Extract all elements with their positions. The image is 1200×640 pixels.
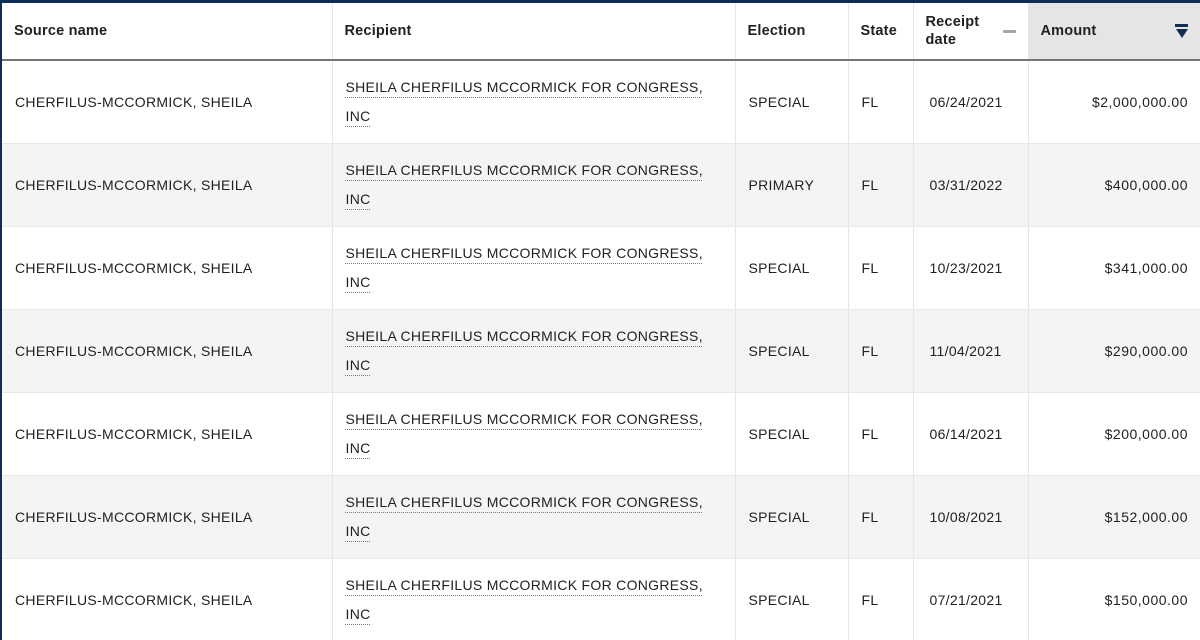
state-cell: FL xyxy=(848,143,913,226)
recipient-cell xyxy=(332,60,735,143)
table-row xyxy=(2,60,1200,143)
col-header-label: Recipient xyxy=(344,23,412,39)
amount-cell: $2,000,000.00 xyxy=(1028,60,1200,143)
table-row xyxy=(2,475,1200,558)
col-header-receipt-date[interactable] xyxy=(913,3,1028,60)
table-row xyxy=(2,309,1200,392)
receipts-table xyxy=(2,3,1200,640)
state-cell: FL xyxy=(848,558,913,640)
source-name-cell: CHERFILUS-MCCORMICK, SHEILA xyxy=(2,558,332,640)
amount-cell: $152,000.00 xyxy=(1028,475,1200,558)
recipient-cell xyxy=(332,392,735,475)
col-header-state xyxy=(848,3,913,60)
recipient-cell xyxy=(332,309,735,392)
recipient-link[interactable]: SHEILA CHERFILUS MCCORMICK FOR CONGRESS, INC xyxy=(345,78,703,124)
col-header-label: Source name xyxy=(14,23,108,39)
election-cell: PRIMARY xyxy=(735,143,848,226)
recipient-link[interactable]: SHEILA CHERFILUS MCCORMICK FOR CONGRESS, INC xyxy=(345,493,703,539)
table-row xyxy=(2,226,1200,309)
amount-cell: $290,000.00 xyxy=(1028,309,1200,392)
recipient-link[interactable]: SHEILA CHERFILUS MCCORMICK FOR CONGRESS, INC xyxy=(345,576,703,622)
recipient-link[interactable]: SHEILA CHERFILUS MCCORMICK FOR CONGRESS, INC xyxy=(345,244,703,290)
source-name-cell: CHERFILUS-MCCORMICK, SHEILA xyxy=(2,392,332,475)
source-name-cell: CHERFILUS-MCCORMICK, SHEILA xyxy=(2,143,332,226)
state-cell: FL xyxy=(848,60,913,143)
receipt-date-cell: 03/31/2022 xyxy=(913,143,1028,226)
receipt-date-header-content xyxy=(926,13,1016,49)
minus-icon xyxy=(1003,30,1016,33)
recipient-cell xyxy=(332,226,735,309)
source-name-cell: CHERFILUS-MCCORMICK, SHEILA xyxy=(2,309,332,392)
col-header-label: Election xyxy=(747,23,806,39)
col-header-label: Receipt date xyxy=(925,14,980,48)
receipt-date-cell: 06/14/2021 xyxy=(913,392,1028,475)
table-row xyxy=(2,558,1200,640)
col-header-election xyxy=(735,3,848,60)
col-header-source-name xyxy=(2,3,332,60)
election-cell: SPECIAL xyxy=(735,392,848,475)
table-row xyxy=(2,392,1200,475)
col-header-label: State xyxy=(860,23,897,39)
election-cell: SPECIAL xyxy=(735,475,848,558)
col-header-amount[interactable] xyxy=(1028,3,1200,60)
sort-descending-icon xyxy=(1175,24,1188,38)
receipt-date-cell: 06/24/2021 xyxy=(913,60,1028,143)
table-body xyxy=(2,60,1200,640)
recipient-link[interactable]: SHEILA CHERFILUS MCCORMICK FOR CONGRESS, INC xyxy=(345,327,703,373)
recipient-link[interactable]: SHEILA CHERFILUS MCCORMICK FOR CONGRESS, INC xyxy=(345,410,703,456)
amount-cell: $400,000.00 xyxy=(1028,143,1200,226)
amount-header-content xyxy=(1041,23,1191,39)
recipient-cell xyxy=(332,475,735,558)
state-cell: FL xyxy=(848,475,913,558)
amount-cell: $150,000.00 xyxy=(1028,558,1200,640)
state-cell: FL xyxy=(848,392,913,475)
header-row xyxy=(2,3,1200,60)
recipient-cell xyxy=(332,558,735,640)
amount-cell: $200,000.00 xyxy=(1028,392,1200,475)
receipt-date-cell: 10/08/2021 xyxy=(913,475,1028,558)
election-cell: SPECIAL xyxy=(735,226,848,309)
col-header-recipient xyxy=(332,3,735,60)
receipt-date-cell: 11/04/2021 xyxy=(913,309,1028,392)
election-cell: SPECIAL xyxy=(735,60,848,143)
table-row xyxy=(2,143,1200,226)
source-name-cell: CHERFILUS-MCCORMICK, SHEILA xyxy=(2,475,332,558)
receipt-date-cell: 07/21/2021 xyxy=(913,558,1028,640)
recipient-cell xyxy=(332,143,735,226)
election-cell: SPECIAL xyxy=(735,558,848,640)
source-name-cell: CHERFILUS-MCCORMICK, SHEILA xyxy=(2,226,332,309)
col-header-label: Amount xyxy=(1040,23,1097,39)
state-cell: FL xyxy=(848,309,913,392)
source-name-cell: CHERFILUS-MCCORMICK, SHEILA xyxy=(2,60,332,143)
recipient-link[interactable]: SHEILA CHERFILUS MCCORMICK FOR CONGRESS, INC xyxy=(345,161,703,207)
election-cell: SPECIAL xyxy=(735,309,848,392)
receipt-date-cell: 10/23/2021 xyxy=(913,226,1028,309)
state-cell: FL xyxy=(848,226,913,309)
amount-cell: $341,000.00 xyxy=(1028,226,1200,309)
